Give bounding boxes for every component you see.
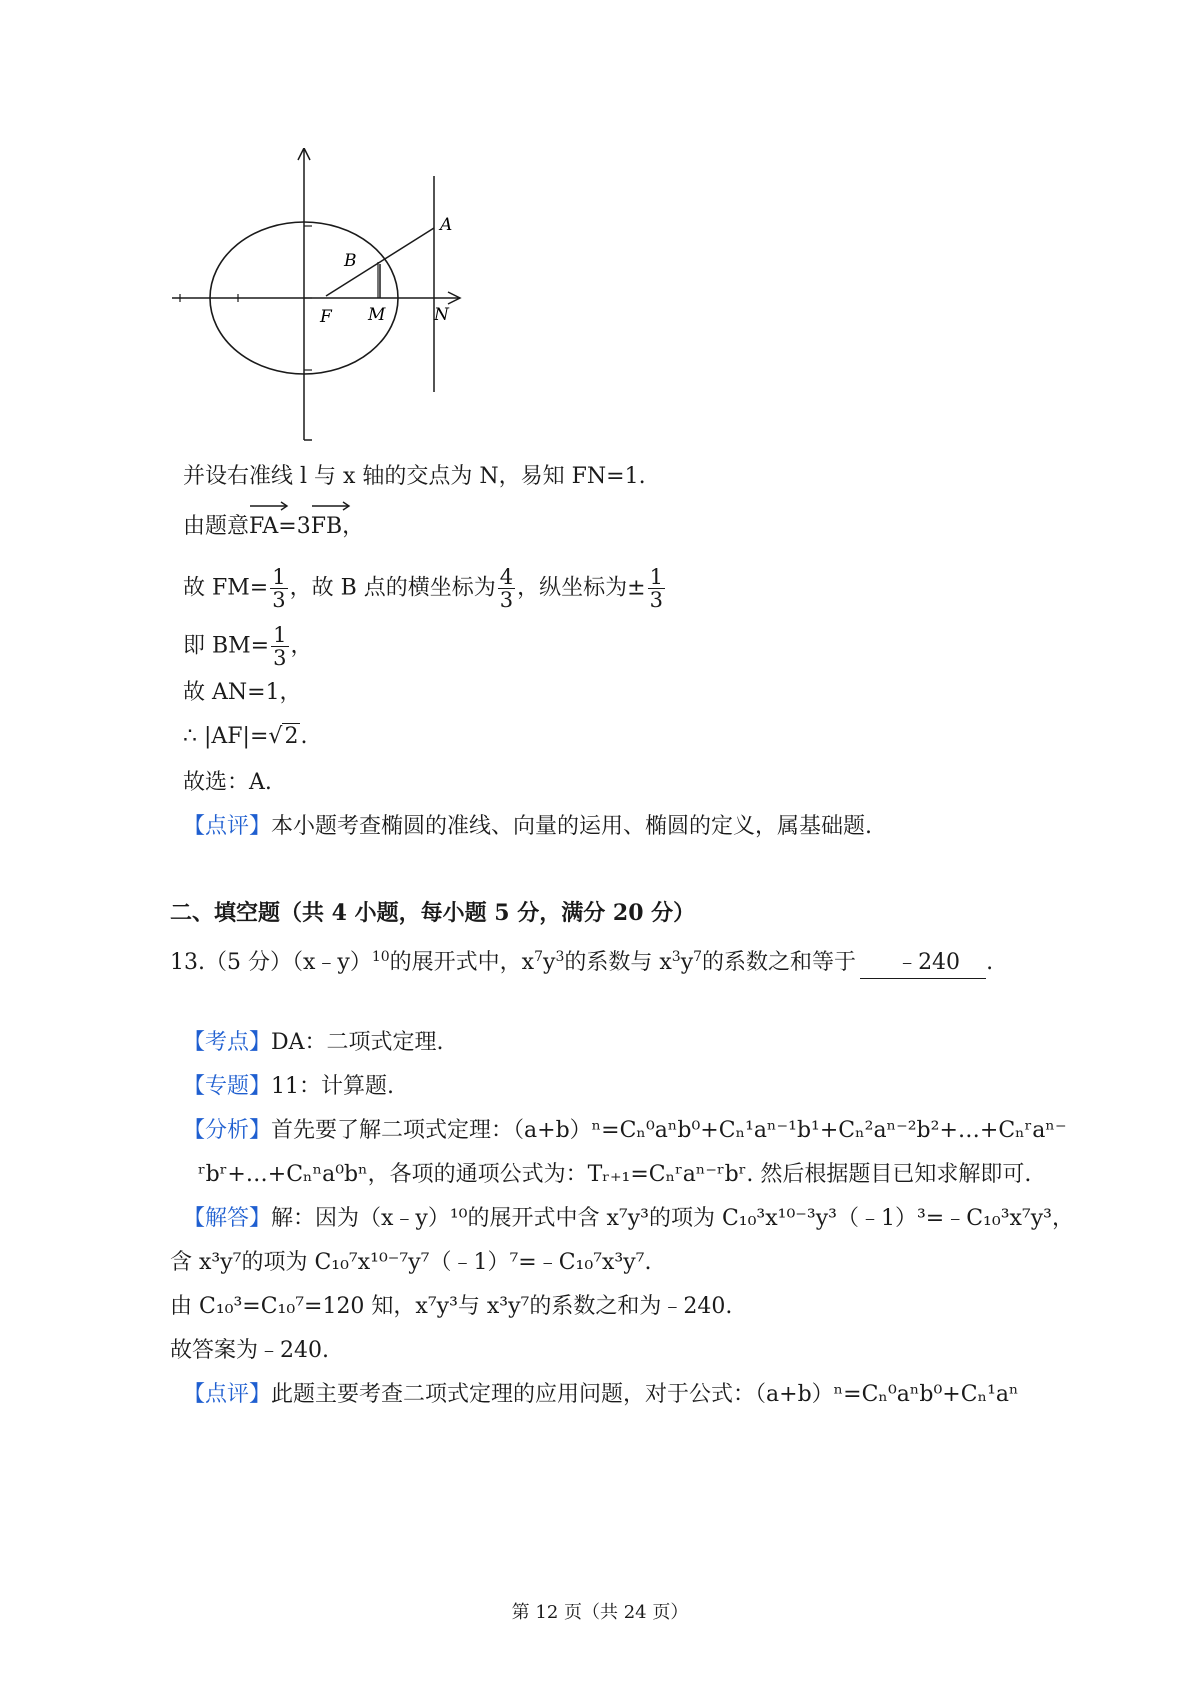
ellipse-figure [172, 148, 512, 448]
answer-blank: ﹣240 [860, 948, 986, 979]
tag-dianping: 【点评】 [183, 814, 272, 839]
vector-fb: FB [311, 512, 342, 542]
jieda-line-2: 含 x³y⁷的项为 C₁₀⁷x¹⁰⁻⁷y⁷（﹣1）⁷=﹣C₁₀⁷x³y⁷. [170, 1250, 652, 1275]
label-a: A [440, 215, 453, 235]
label-m: M [368, 305, 386, 325]
comment-q12: 【点评】本小题考查椭圆的准线、向量的运用、椭圆的定义，属基础题. [183, 814, 873, 839]
fraction-four-thirds: $\frac{4}{3}$ [499, 565, 514, 612]
label-b: B [344, 251, 357, 271]
line-answer-choice: 故选：A. [183, 770, 272, 795]
page-footer: 第 12 页（共 24 页） [511, 1602, 689, 1623]
jieda-line-1: 【解答】解：因为（x﹣y）¹⁰的展开式中含 x⁷y³的项为 C₁₀³x¹⁰⁻³y³（﹣1）³=﹣C₁₀³x⁷y³， [183, 1206, 1074, 1231]
fenxi-line-1: 【分析】首先要了解二项式定理：（a+b）ⁿ=Cₙ⁰aⁿb⁰+Cₙ¹aⁿ⁻¹b¹+Cₙ²aⁿ⁻²b²+…+Cₙʳaⁿ⁻ [183, 1118, 1067, 1143]
tag-zhuanti: 【专题】 [183, 1074, 272, 1099]
fenxi-line-2: ʳbʳ+…+Cₙⁿa⁰bⁿ，各项的通项公式为：Tᵣ₊₁=Cₙʳaⁿ⁻ʳbʳ. 然后根据题目已知求解即可. [198, 1162, 1032, 1187]
tag-fenxi: 【分析】 [183, 1118, 272, 1143]
jieda-line-3: 由 C₁₀³=C₁₀⁷=120 知，x⁷y³与 x³y⁷的系数之和为﹣240. [170, 1294, 733, 1319]
label-f: F [320, 307, 332, 327]
line-bm: 即 BM= $\frac{1}{3}$ ， [183, 623, 313, 670]
vector-fa: FA [249, 512, 278, 542]
label-n: N [434, 305, 449, 325]
question-13: 13.（5 分）（x﹣y）$^{10}$的展开式中，$x^7y^3$的系数与 $x^3y^7$的系数之和等于 ﹣240 . [170, 942, 993, 979]
fraction-one-third: $\frac{1}{3}$ [649, 565, 663, 612]
line-vector-relation: 由题意 FA=3 FB， [183, 512, 364, 542]
line-af-result: ∴ |AF|=√2. [183, 722, 307, 752]
tag-jieda: 【解答】 [183, 1206, 272, 1231]
kaodian-line: 【考点】DA：二项式定理. [183, 1030, 444, 1055]
tag-kaodian: 【考点】 [183, 1030, 272, 1055]
fraction-one-third: $\frac{1}{3}$ [273, 623, 287, 670]
section-heading-fill-blank: 二、填空题（共 4 小题，每小题 5 分，满分 20 分） [170, 900, 696, 926]
zhuanti-line: 【专题】11：计算题. [183, 1074, 395, 1099]
line-an: 故 AN=1， [183, 680, 302, 705]
jieda-line-4: 故答案为﹣240. [170, 1338, 329, 1363]
sqrt-two: √2 [268, 724, 299, 749]
dianping-q13: 【点评】此题主要考查二项式定理的应用问题，对于公式：（a+b）ⁿ=Cₙ⁰aⁿb⁰+Cₙ¹aⁿ [183, 1382, 1019, 1407]
line-directrix-intersection: 并设右准线 l 与 x 轴的交点为 N，易知 FN=1. [183, 464, 646, 489]
fraction-one-third: $\frac{1}{3}$ [272, 565, 286, 612]
line-fm-coordinates: 故 FM= $\frac{1}{3}$ ，故 B 点的横坐标为 $\frac{4}{3}$ ，纵坐标为± $\frac{1}{3}$ [183, 565, 663, 612]
tag-dianping: 【点评】 [183, 1382, 272, 1407]
